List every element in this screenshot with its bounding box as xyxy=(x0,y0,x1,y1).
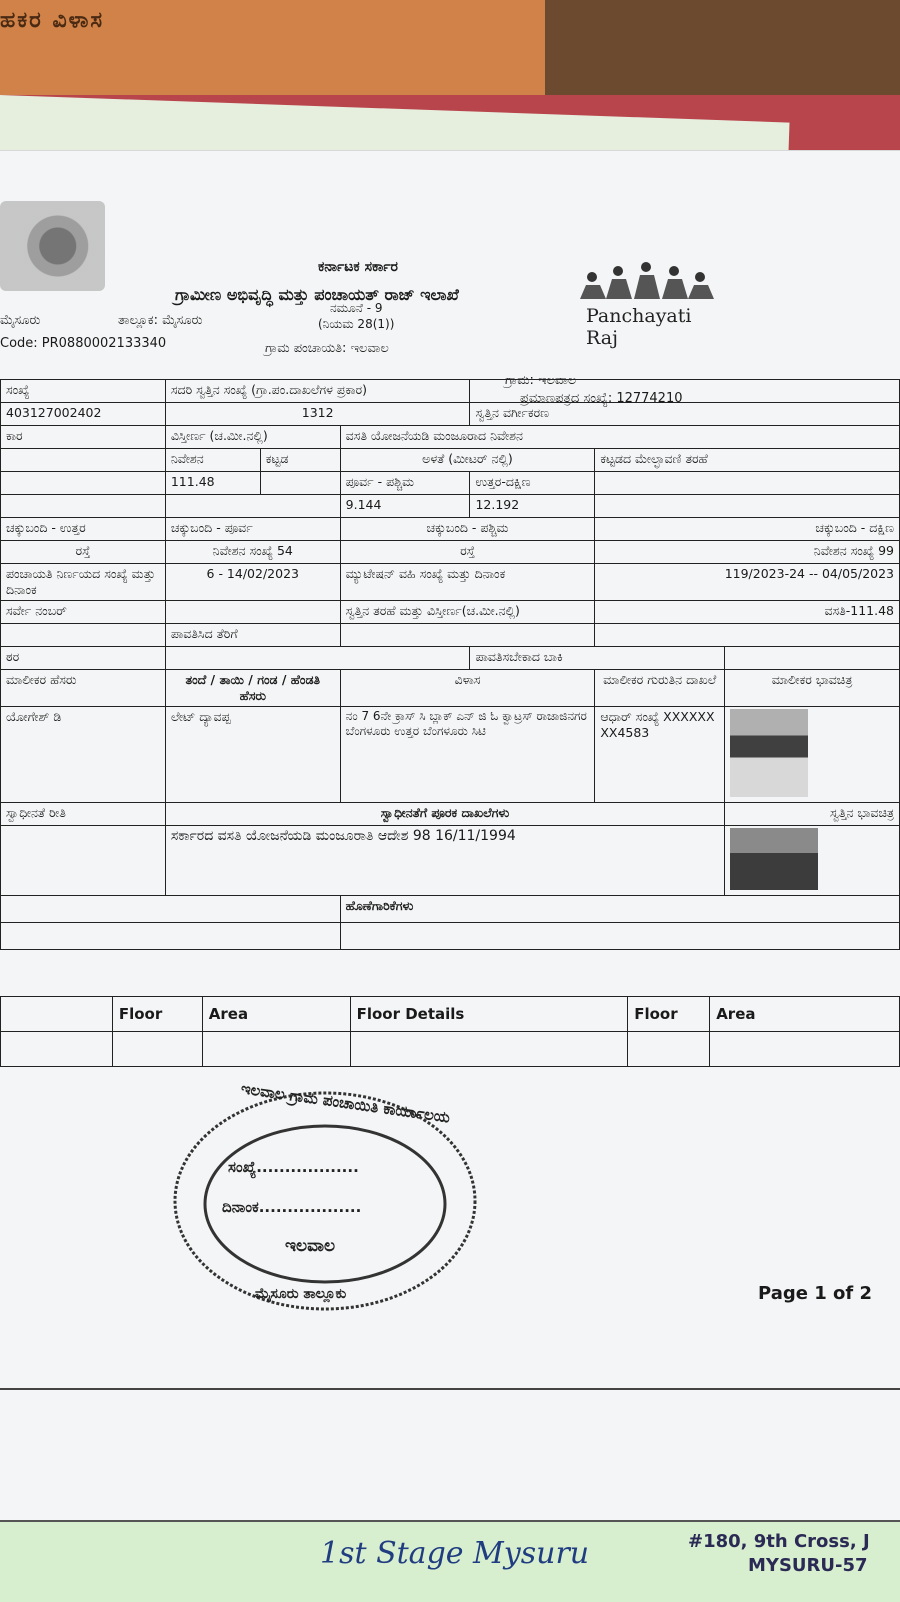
stamp-line-2: MYSURU-57 xyxy=(748,1555,868,1576)
cell xyxy=(1,923,341,950)
cell: ಸದರಿ ಸ್ವತ್ತಿನ ಸಂಖ್ಯೆ (ಗ್ರಾ.ಪಂ.ದಾಖಲೆಗಳ ಪ್ರಕಾರ) xyxy=(165,380,470,403)
area-header: Area xyxy=(202,997,350,1032)
acquisition-label: ಸ್ವಾಧೀನತೆ ರೀತಿ xyxy=(1,803,166,826)
village: ಗ್ರಾಮ: ಇಲವಾಲ xyxy=(505,373,577,388)
cell xyxy=(1,1032,113,1067)
cell: ಚಕ್ಕುಬಂದಿ - ಪೂರ್ವ xyxy=(165,518,340,541)
cell xyxy=(112,1032,202,1067)
cell xyxy=(1,624,166,647)
certificate xyxy=(0,151,900,1551)
property-table xyxy=(0,379,900,950)
handwritten-address: 1st Stage Mysuru xyxy=(320,1536,590,1571)
cell: ಕಾರ xyxy=(1,426,166,449)
relation-header: ತಂದೆ / ತಾಯಿ / ಗಂಡ / ಹೆಂಡತಿ ಹೆಸರು xyxy=(165,670,340,707)
area-header-2: Area xyxy=(710,997,900,1032)
cell: ನಿವೇಶನ ಸಂಖ್ಯೆ 99 xyxy=(595,541,900,564)
cell xyxy=(350,1032,628,1067)
cell xyxy=(1,449,166,472)
bottom-sheet xyxy=(0,1520,900,1602)
cell xyxy=(260,472,340,495)
cell xyxy=(340,923,899,950)
owner-photo-header: ಮಾಲೀಕರ ಭಾವಚಿತ್ರ xyxy=(725,670,900,707)
cell: ಸ್ವತ್ತಿನ ವರ್ಗೀಕರಣ xyxy=(470,403,900,426)
cell xyxy=(165,601,340,624)
owner-id: ಆಧಾರ್ ಸಂಖ್ಯೆ XXXXXXXX4583 xyxy=(595,707,725,803)
panchayati-raj-logo xyxy=(580,259,720,349)
cell xyxy=(1,495,166,518)
property-photo-cell xyxy=(725,826,900,896)
owner-photo xyxy=(730,709,808,797)
cell: ಚಕ್ಕುಬಂದಿ - ಉತ್ತರ xyxy=(1,518,166,541)
acquisition-docs: ಸರ್ಕಾರದ ವಸತಿ ಯೋಜನೆಯಡಿ ಮಂಜೂರಾತಿ ಆದೇಶ 98 16/11/1994 xyxy=(165,826,724,896)
seal-bottom-text: ಮೈಸೂರು ತಾಲ್ಲೂಕು xyxy=(255,1286,347,1302)
cell: ರಸ್ತೆ xyxy=(340,541,595,564)
cell xyxy=(202,1032,350,1067)
cell: ಅಳತೆ (ಮೀಟರ್ ನಲ್ಲಿ) xyxy=(340,449,595,472)
cell: ರಸ್ತೆ xyxy=(1,541,166,564)
cell: ನಿವೇಶನ ಸಂಖ್ಯೆ 54 xyxy=(165,541,340,564)
cell xyxy=(340,624,595,647)
cell: ಪಾವತಿಸಬೇಕಾದ ಬಾಕಿ xyxy=(470,647,725,670)
cell xyxy=(725,647,900,670)
cell: ಠರ xyxy=(1,647,166,670)
rule-number: (ನಿಯಮ 28(1)) xyxy=(318,317,395,331)
cell: ವಸತಿ-111.48 xyxy=(595,601,900,624)
address-header: ವಿಳಾಸ xyxy=(340,670,595,707)
cell: ಪೂರ್ವ - ಪಶ್ಚಿಮ xyxy=(340,472,470,495)
acquisition-docs-header: ಸ್ವಾಧೀನತೆಗೆ ಪೂರಕ ದಾಖಲೆಗಳು xyxy=(165,803,724,826)
department-title: ಗ್ರಾಮೀಣ ಅಭಿವೃದ್ಧಿ ಮತ್ತು ಪಂಚಾಯತ್ ರಾಜ್ ಇಲಾಖೆ xyxy=(175,285,459,304)
cell: ಪಾವತಿಸಿದ ತೆರಿಗೆ xyxy=(165,624,340,647)
cell: ಮ್ಯುಟೇಷನ್ ವಹಿ ಸಂಖ್ಯೆ ಮತ್ತು ದಿನಾಂಕ xyxy=(340,564,595,601)
owner-relation: ಲೇಟ್ ದ್ಯಾವಪ್ಪ xyxy=(165,707,340,803)
owner-name-header: ಮಾಲೀಕರ ಹೆಸರು xyxy=(1,670,166,707)
gram-panchayat: ಗ್ರಾಮ ಪಂಚಾಯತಿ: ಇಲವಾಲ xyxy=(265,341,389,356)
cell xyxy=(165,647,470,670)
district: ಮೈಸೂರು xyxy=(0,313,41,328)
seal-village: ಇಲವಾಲ xyxy=(285,1236,335,1256)
page-number: Page 1 of 2 xyxy=(758,1283,872,1304)
government-title: ಕರ್ನಾಟಕ ಸರ್ಕಾರ xyxy=(318,259,398,275)
cell xyxy=(595,495,900,518)
property-code: Code: PR0880002133340 xyxy=(0,336,167,351)
property-photo xyxy=(730,828,818,890)
floor-header: Floor xyxy=(112,997,202,1032)
cell xyxy=(470,380,900,403)
floor-details-header: Floor Details xyxy=(350,997,628,1032)
people-icon xyxy=(580,259,715,301)
state-emblem-icon xyxy=(0,201,105,291)
cell: ಪಂಚಾಯತಿ ನಿರ್ಣಯದ ಸಂಖ್ಯೆ ಮತ್ತು ದಿನಾಂಕ xyxy=(1,564,166,601)
cell xyxy=(595,472,900,495)
cell: ವಸತಿ ಯೋಜನೆಯಡಿ ಮಂಜೂರಾದ ನಿವೇಶನ xyxy=(340,426,899,449)
cell: 403127002402 xyxy=(1,403,166,426)
cell: ವಿಸ್ತೀರ್ಣ (ಚ.ಮೀ.ನಲ್ಲಿ) xyxy=(165,426,340,449)
cell: ಕಟ್ಟಡದ ಮೇಲ್ಛಾವಣಿ ತರಹೆ xyxy=(595,449,900,472)
cell xyxy=(628,1032,710,1067)
document-paper xyxy=(0,150,900,1551)
cell: 1312 xyxy=(165,403,470,426)
owner-photo-cell xyxy=(725,707,900,803)
cell: 6 - 14/02/2023 xyxy=(165,564,340,601)
cell: 111.48 xyxy=(165,472,260,495)
form-number: ನಮೂನೆ - 9 xyxy=(330,301,383,315)
seal-date: ದಿನಾಂಕ.................. xyxy=(222,1198,362,1216)
floor-header-2: Floor xyxy=(628,997,710,1032)
cell xyxy=(1,896,341,923)
cell: 12.192 xyxy=(470,495,595,518)
owner-address: ನಂ 7 6ನೇ ಕ್ರಾಸ್ ಸಿ ಬ್ಲಾಕ್ ಎನ್ ಜಿ ಓ ಕ್ವಾಟ್ರಸ್ ರಾಜಾಜಿನಗರ ಬೆಂಗಳೂರು ಉತ್ತರ ಬೆಂಗಳೂರು ಸಿಟಿ xyxy=(340,707,595,803)
cell xyxy=(1,472,166,495)
cell: ಚಕ್ಕುಬಂದಿ - ಪಶ್ಚಿಮ xyxy=(340,518,595,541)
cell xyxy=(595,624,900,647)
cell: ಉತ್ತರ-ದಕ್ಷಿಣ xyxy=(470,472,595,495)
seal-number: ಸಂಖ್ಯೆ.................. xyxy=(228,1158,359,1176)
owner-name: ಯೋಗೇಶ್ ಡಿ xyxy=(1,707,166,803)
cell: 9.144 xyxy=(340,495,470,518)
cell: ಸರ್ವೇ ನಂಬರ್ xyxy=(1,601,166,624)
seal-top-text: ಇಲವಾಲ ಗ್ರಾಮ ಪಂಚಾಯಿತಿ ಕಾರ್ಯಾಲಯ xyxy=(239,1079,452,1127)
stamp-line-1: #180, 9th Cross, J xyxy=(688,1531,870,1552)
folder-text: ಹಕರ ವಿಳಾಸ xyxy=(0,8,105,33)
floor-table xyxy=(0,996,900,1067)
certificate-number: ಪ್ರಮಾಣಪತ್ರದ ಸಂಖ್ಯೆ: 12774210 xyxy=(520,391,683,406)
liabilities-header: ಹೊಣೆಗಾರಿಕೆಗಳು xyxy=(340,896,899,923)
address-stamp xyxy=(688,1530,870,1578)
id-doc-header: ಮಾಲೀಕರ ಗುರುತಿನ ದಾಖಲೆ xyxy=(595,670,725,707)
cell xyxy=(710,1032,900,1067)
cell xyxy=(1,997,113,1032)
cell: ಸ್ವತ್ತಿನ ತರಹೆ ಮತ್ತು ವಿಸ್ತೀರ್ಣ(ಚ.ಮೀ.ನಲ್ಲಿ) xyxy=(340,601,595,624)
panchayat-seal xyxy=(170,1079,480,1316)
divider xyxy=(0,1388,900,1390)
logo-brand: Panchayati Raj xyxy=(586,305,692,349)
cell: 119/2023-24 -- 04/05/2023 xyxy=(595,564,900,601)
cell: ಕಟ್ಟಡ xyxy=(260,449,340,472)
cell xyxy=(1,826,166,896)
cell xyxy=(165,495,340,518)
property-photo-header: ಸ್ವತ್ತಿನ ಭಾವಚಿತ್ರ xyxy=(725,803,900,826)
cell: ಸಂಖ್ಯೆ xyxy=(1,380,166,403)
cell: ನಿವೇಶನ xyxy=(165,449,260,472)
cell: ಚಕ್ಕುಬಂದಿ - ದಕ್ಷಿಣ xyxy=(595,518,900,541)
taluk: ತಾಲ್ಲೂಕ: ಮೈಸೂರು xyxy=(118,313,203,328)
